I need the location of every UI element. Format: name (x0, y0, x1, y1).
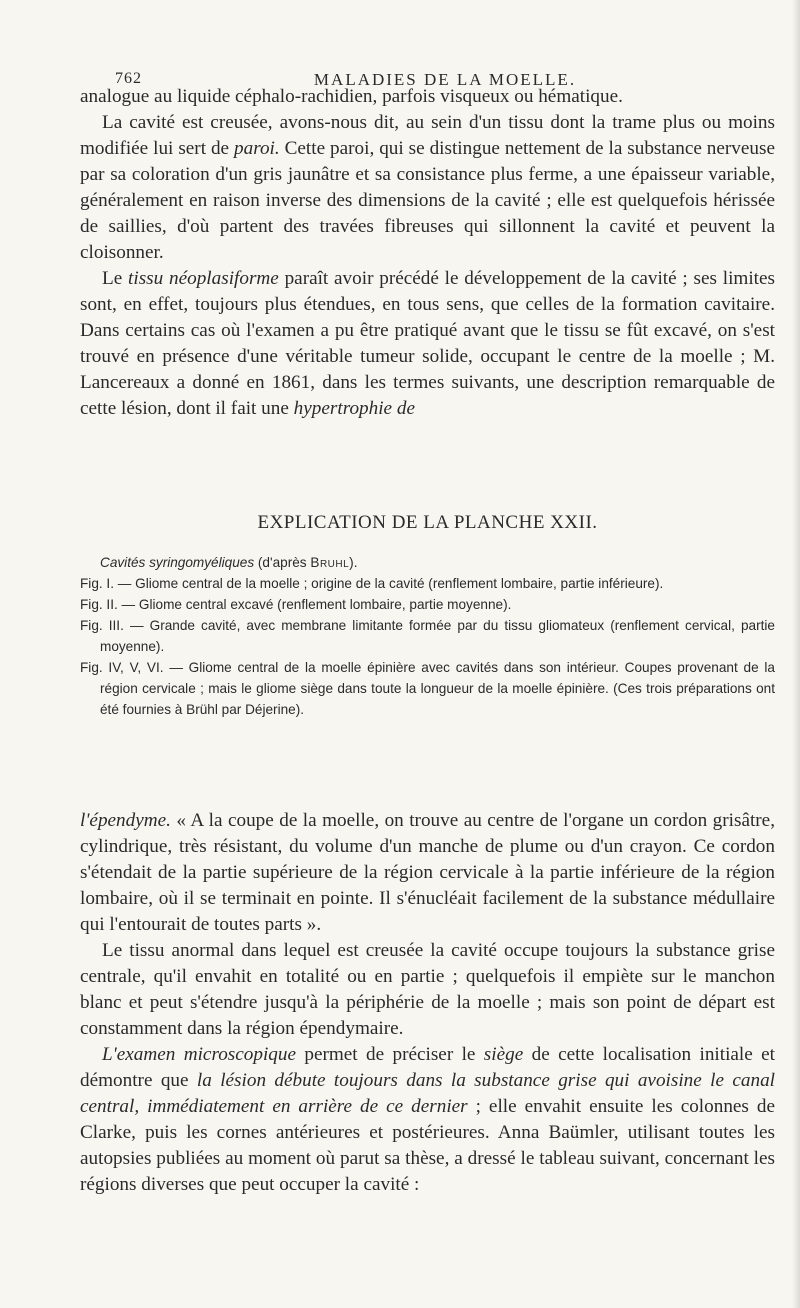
text-run: « A la coupe de la moelle, on trouve au centre de l'organe un cordon grisâtre, cylindrique, très résistant, du volume d'un manche de plume ou d'un crayon. Ce cordon s'étendait de la partie supérieure de la région cervicale à la partie inférieure de la région lombaire, où il se terminait en pointe. Il s'énucléait facilement de la substance médullaire qui l'entourait de toutes parts ». (80, 810, 775, 935)
emphasis: la lésion débute toujours dans la substance grise qui avoisine le canal central, immédiatement en arrière de ce dernier (80, 1070, 775, 1117)
text-run: ; elle envahit ensuite les colonnes de Clarke, puis les cornes antérieures et postérieures. Anna Baümler, utilisant toutes les autopsies publiées au moment où parut sa thèse, a dressé le tableau suivant, concernant les régions diverses que peut occuper la cavité : (80, 1096, 775, 1195)
text-run: La cavité est creusée, avons-nous dit, au sein d'un tissu dont la trame plus ou moins modifiée lui sert de (80, 112, 775, 159)
author-name: Bruhl (310, 555, 350, 570)
running-head: MALADIES DE LA MOELLE. (313, 70, 577, 89)
intro-text (80, 84, 775, 422)
text-run: paraît avoir précédé le développement de la cavité ; ses limites sont, en effet, toujours plus étendues, en tous sens, que celles de la formation cavitaire. Dans certains cas où l'examen a pu être pratiqué avant que le tissu se fût excavé, on s'est trouvé en présence d'une véritable tumeur solide, occupant le centre de la moelle ; M. Lancereaux a donné en 1861, dans les termes suivants, une description remarquable de cette lésion, dont il fait une (80, 268, 775, 419)
plate-legend (80, 552, 775, 720)
section-title: EXPLICATION DE LA PLANCHE XXII. (257, 512, 598, 533)
emphasis: siège (483, 1044, 524, 1065)
paragraph (80, 266, 775, 422)
text-run: permet de préciser le (296, 1044, 484, 1065)
paragraph: Le tissu anormal dans lequel est creusée la cavité occupe toujours la substance grise centrale, qu'il envahit en totalité ou en partie ; quelquefois il empiète sur le manchon blanc et peut s'étendre jusqu'à la périphérie de la moelle ; mais son point de départ est constamment dans la région épendymaire. (80, 940, 775, 1039)
text-run: (d'après (254, 555, 311, 570)
legend-fig-2: Fig. II. — Gliome central excavé (renflement lombaire, partie moyenne). (80, 597, 512, 612)
emphasis: L'examen microscopique (102, 1044, 296, 1065)
emphasis: hypertrophie de (293, 398, 415, 419)
legend-fig-4-6: Fig. IV, V, VI. — Gliome central de la moelle épinière avec cavités dans son intérieur. Coupes provenant de la région cervicale ; mais le gliome siège dans toute la longueur de la moelle épinière. (Ces trois préparations ont été fournies à Brühl par Déjerine). (80, 660, 775, 717)
emphasis: l'épendyme. (80, 810, 171, 831)
paragraph (80, 808, 775, 938)
paragraph: analogue au liquide céphalo-rachidien, parfois visqueux ou hématique. (80, 86, 623, 107)
legend-fig-3: Fig. III. — Grande cavité, avec membrane limitante formée par du tissu gliomateux (renflement cervical, partie moyenne). (80, 618, 775, 654)
text-run: Cette paroi, qui se distingue nettement de la substance nerveuse par sa coloration d'un gris jaunâtre et sa consistance plus ferme, a une épaisseur variable, généralement en raison inverse des dimensions de la cavité ; elle est quelquefois hérissée de saillies, d'où partent des travées fibreuses qui sillonnent la cavité et peuvent la cloisonner. (80, 138, 775, 263)
paragraph (80, 110, 775, 266)
emphasis: Cavités syringomyéliques (100, 555, 255, 570)
legend-fig-1: Fig. I. — Gliome central de la moelle ; origine de la cavité (renflement lombaire, partie inférieure). (80, 576, 664, 591)
page-number: 762 (115, 70, 142, 87)
legend-caption (80, 552, 775, 573)
text-run: de cette localisation initiale et démontre que (80, 1044, 775, 1091)
page-edge-shadow (792, 0, 800, 1308)
main-text (80, 808, 775, 1198)
emphasis: tissu néoplasiforme (128, 268, 279, 289)
emphasis: paroi. (234, 138, 280, 159)
text-run: ). (349, 555, 358, 570)
paragraph (80, 1042, 775, 1198)
text-run: Le (102, 268, 129, 289)
